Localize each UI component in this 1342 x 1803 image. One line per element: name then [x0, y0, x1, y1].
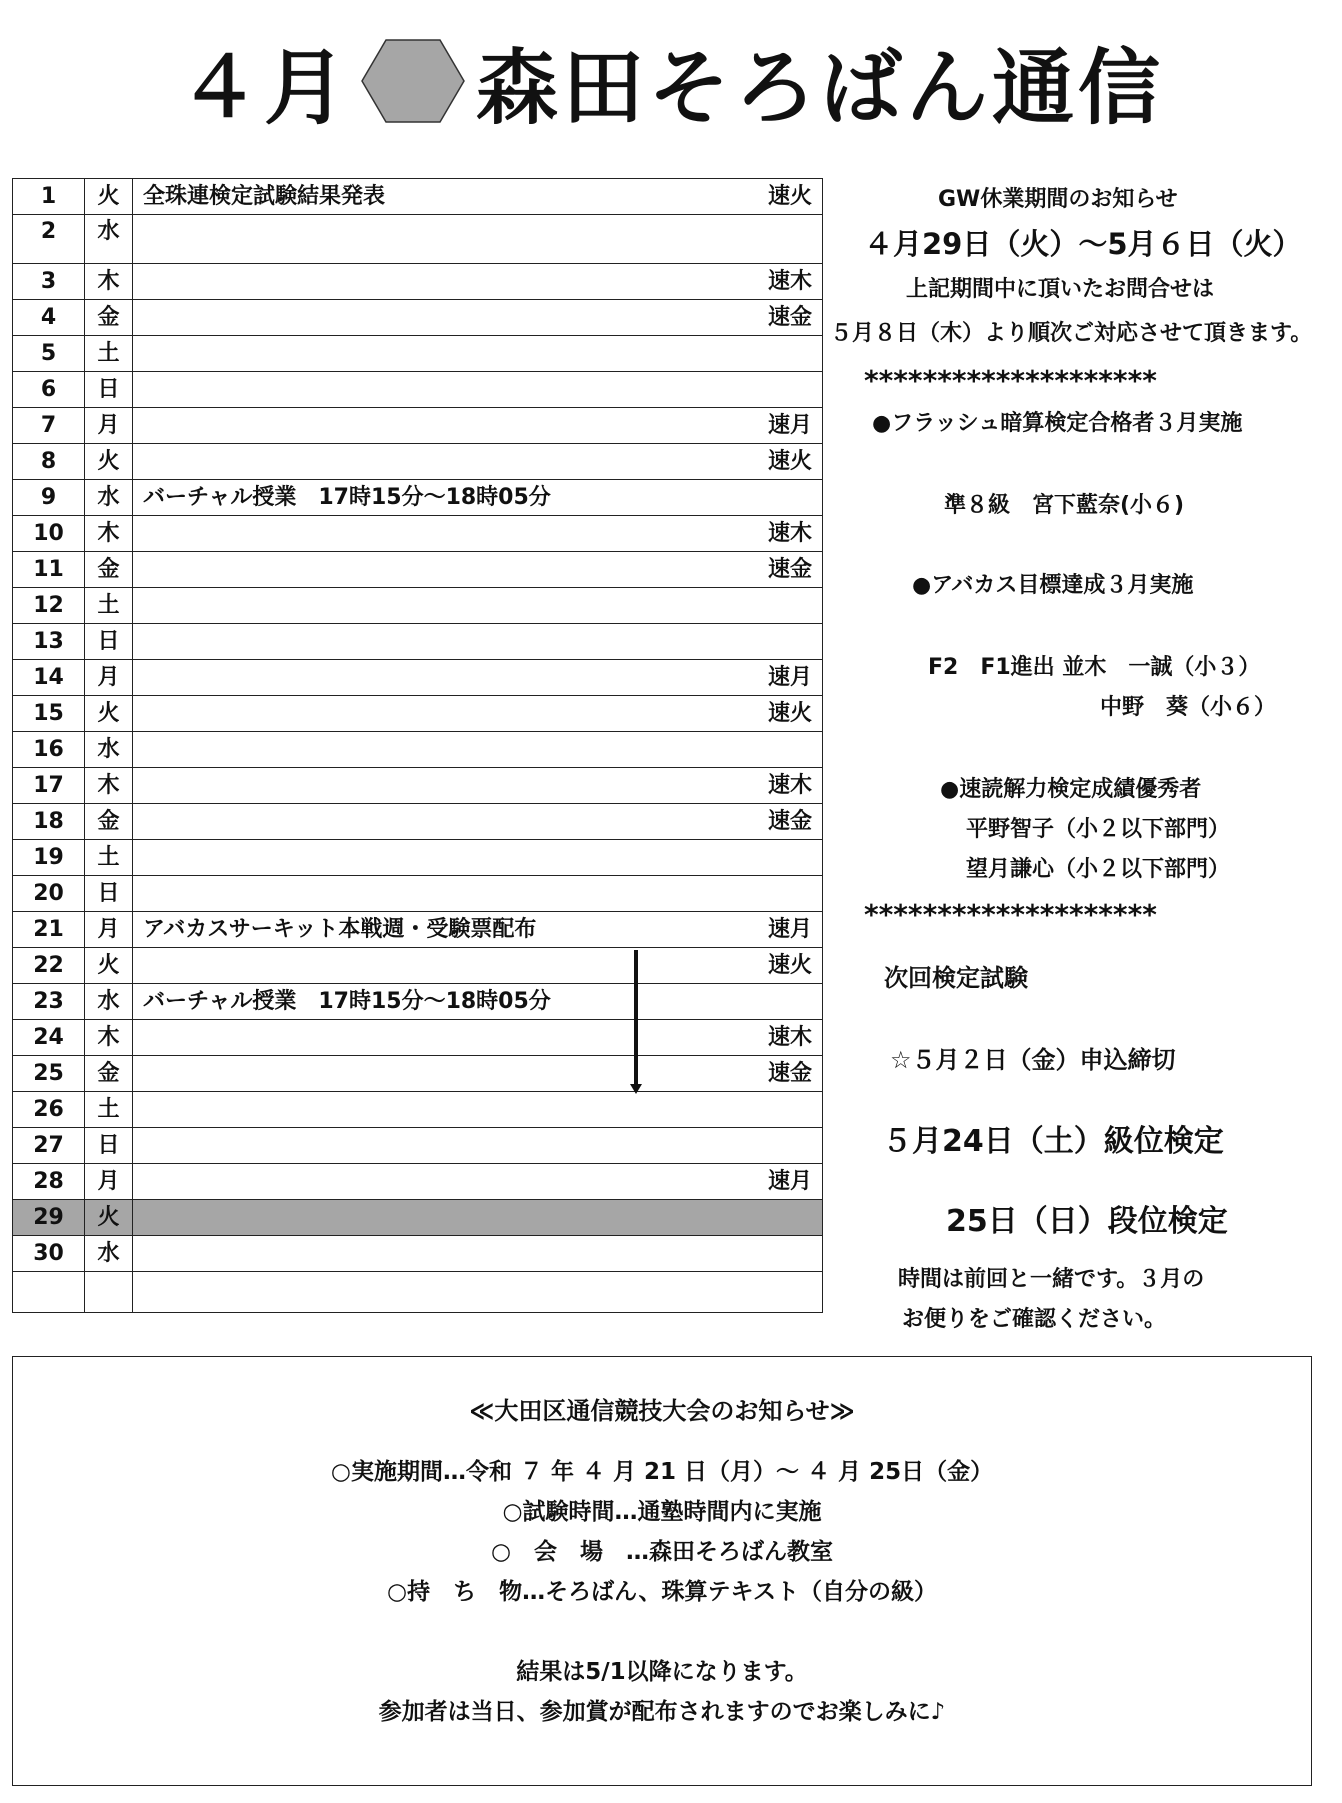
calendar-event-cell — [133, 948, 823, 984]
calendar-row — [13, 840, 823, 876]
calendar-day: 18 — [13, 804, 85, 840]
title-month: ４月 — [177, 40, 350, 136]
calendar-row — [13, 876, 823, 912]
calendar-event-cell — [133, 300, 823, 336]
calendar-speed-class: 速月 — [767, 412, 812, 438]
calendar-row — [13, 1092, 823, 1128]
calendar-weekday: 月 — [85, 912, 133, 948]
calendar-day: 1 — [13, 179, 85, 215]
calendar-event-cell — [133, 912, 823, 948]
calendar-row — [13, 1236, 823, 1272]
calendar-event-cell — [133, 179, 823, 215]
calendar-weekday: 月 — [85, 1164, 133, 1200]
calendar-row — [13, 444, 823, 480]
calendar-event-cell — [133, 768, 823, 804]
calendar-weekday: 金 — [85, 804, 133, 840]
calendar-row — [13, 768, 823, 804]
calendar-weekday: 土 — [85, 588, 133, 624]
calendar-event-cell — [133, 1056, 823, 1092]
arrow-down-icon — [626, 950, 646, 1095]
calendar-day: 26 — [13, 1092, 85, 1128]
calendar-weekday: 金 — [85, 1056, 133, 1092]
calendar-weekday: 火 — [85, 1200, 133, 1236]
calendar-row — [13, 215, 823, 264]
calendar-day: 15 — [13, 696, 85, 732]
calendar-row — [13, 804, 823, 840]
calendar-day: 19 — [13, 840, 85, 876]
calendar-row — [13, 1272, 823, 1313]
calendar-event-cell — [133, 444, 823, 480]
calendar-speed-class: 速木 — [767, 1024, 812, 1050]
calendar-day: 11 — [13, 552, 85, 588]
calendar-weekday: 木 — [85, 516, 133, 552]
page-title — [0, 26, 1342, 136]
calendar-day: 2 — [13, 215, 85, 264]
stars-divider: ******************** — [864, 364, 1157, 397]
notice-title: ≪大田区通信競技大会のお知らせ≫ — [469, 1397, 855, 1425]
calendar-day: 24 — [13, 1020, 85, 1056]
abacus-result-1: F2 F1進出 並木 一誠（小３） — [928, 655, 1261, 680]
calendar-speed-class: 速木 — [767, 772, 812, 798]
calendar-day: 8 — [13, 444, 85, 480]
calendar-row — [13, 552, 823, 588]
calendar-weekday: 木 — [85, 264, 133, 300]
title-name: 森田そろばん通信 — [476, 40, 1165, 136]
calendar-event-cell — [133, 660, 823, 696]
calendar-weekday: 火 — [85, 696, 133, 732]
calendar-day: 20 — [13, 876, 85, 912]
calendar-day: 10 — [13, 516, 85, 552]
calendar-weekday: 日 — [85, 1128, 133, 1164]
calendar-speed-class: 速金 — [767, 808, 812, 834]
calendar-speed-class: 速木 — [767, 268, 812, 294]
reading-result-1: 平野智子（小２以下部門） — [966, 817, 1231, 842]
calendar-weekday: 火 — [85, 179, 133, 215]
calendar-row — [13, 179, 823, 215]
calendar-weekday: 水 — [85, 215, 133, 264]
hexagon-icon — [360, 38, 466, 124]
calendar-speed-class: 速金 — [767, 556, 812, 582]
calendar-event-cell — [133, 696, 823, 732]
calendar-event-cell — [133, 876, 823, 912]
calendar-day: 14 — [13, 660, 85, 696]
reading-heading: ●速読解力検定成績優秀者 — [940, 777, 1202, 802]
calendar-speed-class: 速木 — [767, 520, 812, 546]
calendar-event-cell — [133, 1164, 823, 1200]
calendar-event-cell — [133, 516, 823, 552]
calendar-row — [13, 1128, 823, 1164]
calendar-row — [13, 588, 823, 624]
calendar-event-cell — [133, 480, 823, 516]
calendar-day: 13 — [13, 624, 85, 660]
calendar-weekday: 水 — [85, 732, 133, 768]
calendar-day: 9 — [13, 480, 85, 516]
calendar-table — [12, 178, 823, 1313]
calendar-day: 4 — [13, 300, 85, 336]
calendar-row — [13, 372, 823, 408]
gw-heading: GW休業期間のお知らせ — [938, 187, 1178, 212]
calendar-row — [13, 948, 823, 984]
calendar-event-cell — [133, 215, 823, 264]
calendar-speed-class: 速月 — [767, 664, 812, 690]
calendar-event-cell — [133, 732, 823, 768]
calendar-day — [13, 1272, 85, 1313]
calendar-day: 17 — [13, 768, 85, 804]
flash-result: 準８級 宮下藍奈(小６) — [944, 493, 1185, 518]
calendar-event: アバカスサーキット本戦週・受験票配布 — [143, 916, 537, 942]
calendar-speed-class: 速金 — [767, 1060, 812, 1086]
calendar-row — [13, 912, 823, 948]
notice-result: 結果は5/1以降になります。 — [516, 1659, 808, 1685]
calendar-event-cell — [133, 264, 823, 300]
calendar-event-cell — [133, 1272, 823, 1313]
calendar-day: 28 — [13, 1164, 85, 1200]
calendar-weekday: 水 — [85, 1236, 133, 1272]
exam-dan: 25日（日）段位検定 — [946, 1204, 1228, 1239]
notice-period: ○実施期間…令和 ７ 年 ４ 月 21 日（月）～ ４ 月 25日（金） — [330, 1459, 994, 1485]
calendar-day: 23 — [13, 984, 85, 1020]
calendar-speed-class: 速月 — [767, 1168, 812, 1194]
calendar-weekday: 木 — [85, 1020, 133, 1056]
calendar-day: 29 — [13, 1200, 85, 1236]
calendar-event-cell — [133, 336, 823, 372]
calendar-weekday: 日 — [85, 876, 133, 912]
calendar-event-cell — [133, 552, 823, 588]
calendar-weekday: 金 — [85, 552, 133, 588]
calendar-event-cell — [133, 588, 823, 624]
gw-line-2: ５月８日（木）より順次ご対応させて頂きます。 — [830, 321, 1313, 346]
calendar-event-cell — [133, 804, 823, 840]
calendar-event-cell — [133, 1092, 823, 1128]
calendar-weekday: 木 — [85, 768, 133, 804]
calendar-weekday: 土 — [85, 336, 133, 372]
calendar-row — [13, 336, 823, 372]
calendar-event-cell — [133, 1128, 823, 1164]
calendar-weekday — [85, 1272, 133, 1313]
calendar-row — [13, 516, 823, 552]
calendar-day: 21 — [13, 912, 85, 948]
calendar-weekday: 水 — [85, 480, 133, 516]
calendar-weekday: 土 — [85, 1092, 133, 1128]
flash-heading: ●フラッシュ暗算検定合格者３月実施 — [872, 411, 1243, 436]
calendar-weekday: 水 — [85, 984, 133, 1020]
calendar-event-cell — [133, 840, 823, 876]
calendar-row — [13, 660, 823, 696]
calendar-event: 全珠連検定試験結果発表 — [143, 183, 386, 209]
calendar-weekday: 火 — [85, 444, 133, 480]
calendar-day: 5 — [13, 336, 85, 372]
gw-line-1: 上記期間中に頂いたお問合せは — [906, 277, 1215, 302]
notice-time: ○試験時間…通塾時間内に実施 — [502, 1499, 822, 1525]
calendar-event-cell — [133, 408, 823, 444]
calendar-row — [13, 732, 823, 768]
abacus-heading: ●アバカス目標達成３月実施 — [912, 573, 1194, 598]
calendar-day: 6 — [13, 372, 85, 408]
calendar-event: バーチャル授業 17時15分～18時05分 — [143, 988, 551, 1014]
calendar-row — [13, 264, 823, 300]
calendar-row — [13, 480, 823, 516]
calendar-row — [13, 984, 823, 1020]
stars-divider-2: ******************** — [864, 898, 1157, 931]
calendar-weekday: 土 — [85, 840, 133, 876]
calendar-day: 22 — [13, 948, 85, 984]
calendar-speed-class: 速火 — [767, 448, 812, 474]
calendar-day: 16 — [13, 732, 85, 768]
notice-prize: 参加者は当日、参加賞が配布されますのでお楽しみに♪ — [378, 1699, 946, 1725]
calendar-day: 27 — [13, 1128, 85, 1164]
calendar-row — [13, 300, 823, 336]
note-line-1: 時間は前回と一緒です。３月の — [898, 1267, 1205, 1292]
calendar-event-cell — [133, 1236, 823, 1272]
calendar-event-cell — [133, 984, 823, 1020]
calendar-event: バーチャル授業 17時15分～18時05分 — [143, 484, 551, 510]
gw-dates: ４月29日（火）～5月６日（火） — [864, 227, 1302, 261]
calendar-row — [13, 696, 823, 732]
next-exam-label: 次回検定試験 — [884, 964, 1028, 992]
calendar-day: 7 — [13, 408, 85, 444]
calendar-row — [13, 1056, 823, 1092]
calendar-weekday: 月 — [85, 408, 133, 444]
calendar-event-cell — [133, 372, 823, 408]
notice-venue: ○ 会 場 …森田そろばん教室 — [490, 1539, 834, 1565]
calendar-weekday: 月 — [85, 660, 133, 696]
calendar-day: 3 — [13, 264, 85, 300]
calendar-row — [13, 408, 823, 444]
calendar-day: 30 — [13, 1236, 85, 1272]
notice-box — [12, 1356, 1312, 1786]
calendar-row — [13, 1164, 823, 1200]
calendar-row — [13, 624, 823, 660]
note-line-2: お便りをご確認ください。 — [902, 1307, 1167, 1332]
calendar-speed-class: 速火 — [767, 183, 812, 209]
calendar-weekday: 日 — [85, 372, 133, 408]
deadline: ☆５月２日（金）申込締切 — [890, 1046, 1176, 1074]
calendar-speed-class: 速火 — [767, 700, 812, 726]
exam-kyu: ５月24日（土）級位検定 — [882, 1124, 1224, 1159]
calendar-weekday: 金 — [85, 300, 133, 336]
calendar-speed-class: 速月 — [767, 916, 812, 942]
calendar-speed-class: 速金 — [767, 304, 812, 330]
calendar-row — [13, 1200, 823, 1236]
calendar-event-cell — [133, 1200, 823, 1236]
calendar-weekday: 日 — [85, 624, 133, 660]
notice-items: ○持 ち 物…そろばん、珠算テキスト（自分の級） — [387, 1579, 937, 1605]
reading-result-2: 望月謙心（小２以下部門） — [966, 857, 1231, 882]
calendar-speed-class: 速火 — [767, 952, 812, 978]
calendar-day: 25 — [13, 1056, 85, 1092]
calendar-day: 12 — [13, 588, 85, 624]
calendar-weekday: 火 — [85, 948, 133, 984]
calendar-row — [13, 1020, 823, 1056]
abacus-result-2: 中野 葵（小６） — [1100, 695, 1277, 720]
calendar-event-cell — [133, 1020, 823, 1056]
calendar-event-cell — [133, 624, 823, 660]
